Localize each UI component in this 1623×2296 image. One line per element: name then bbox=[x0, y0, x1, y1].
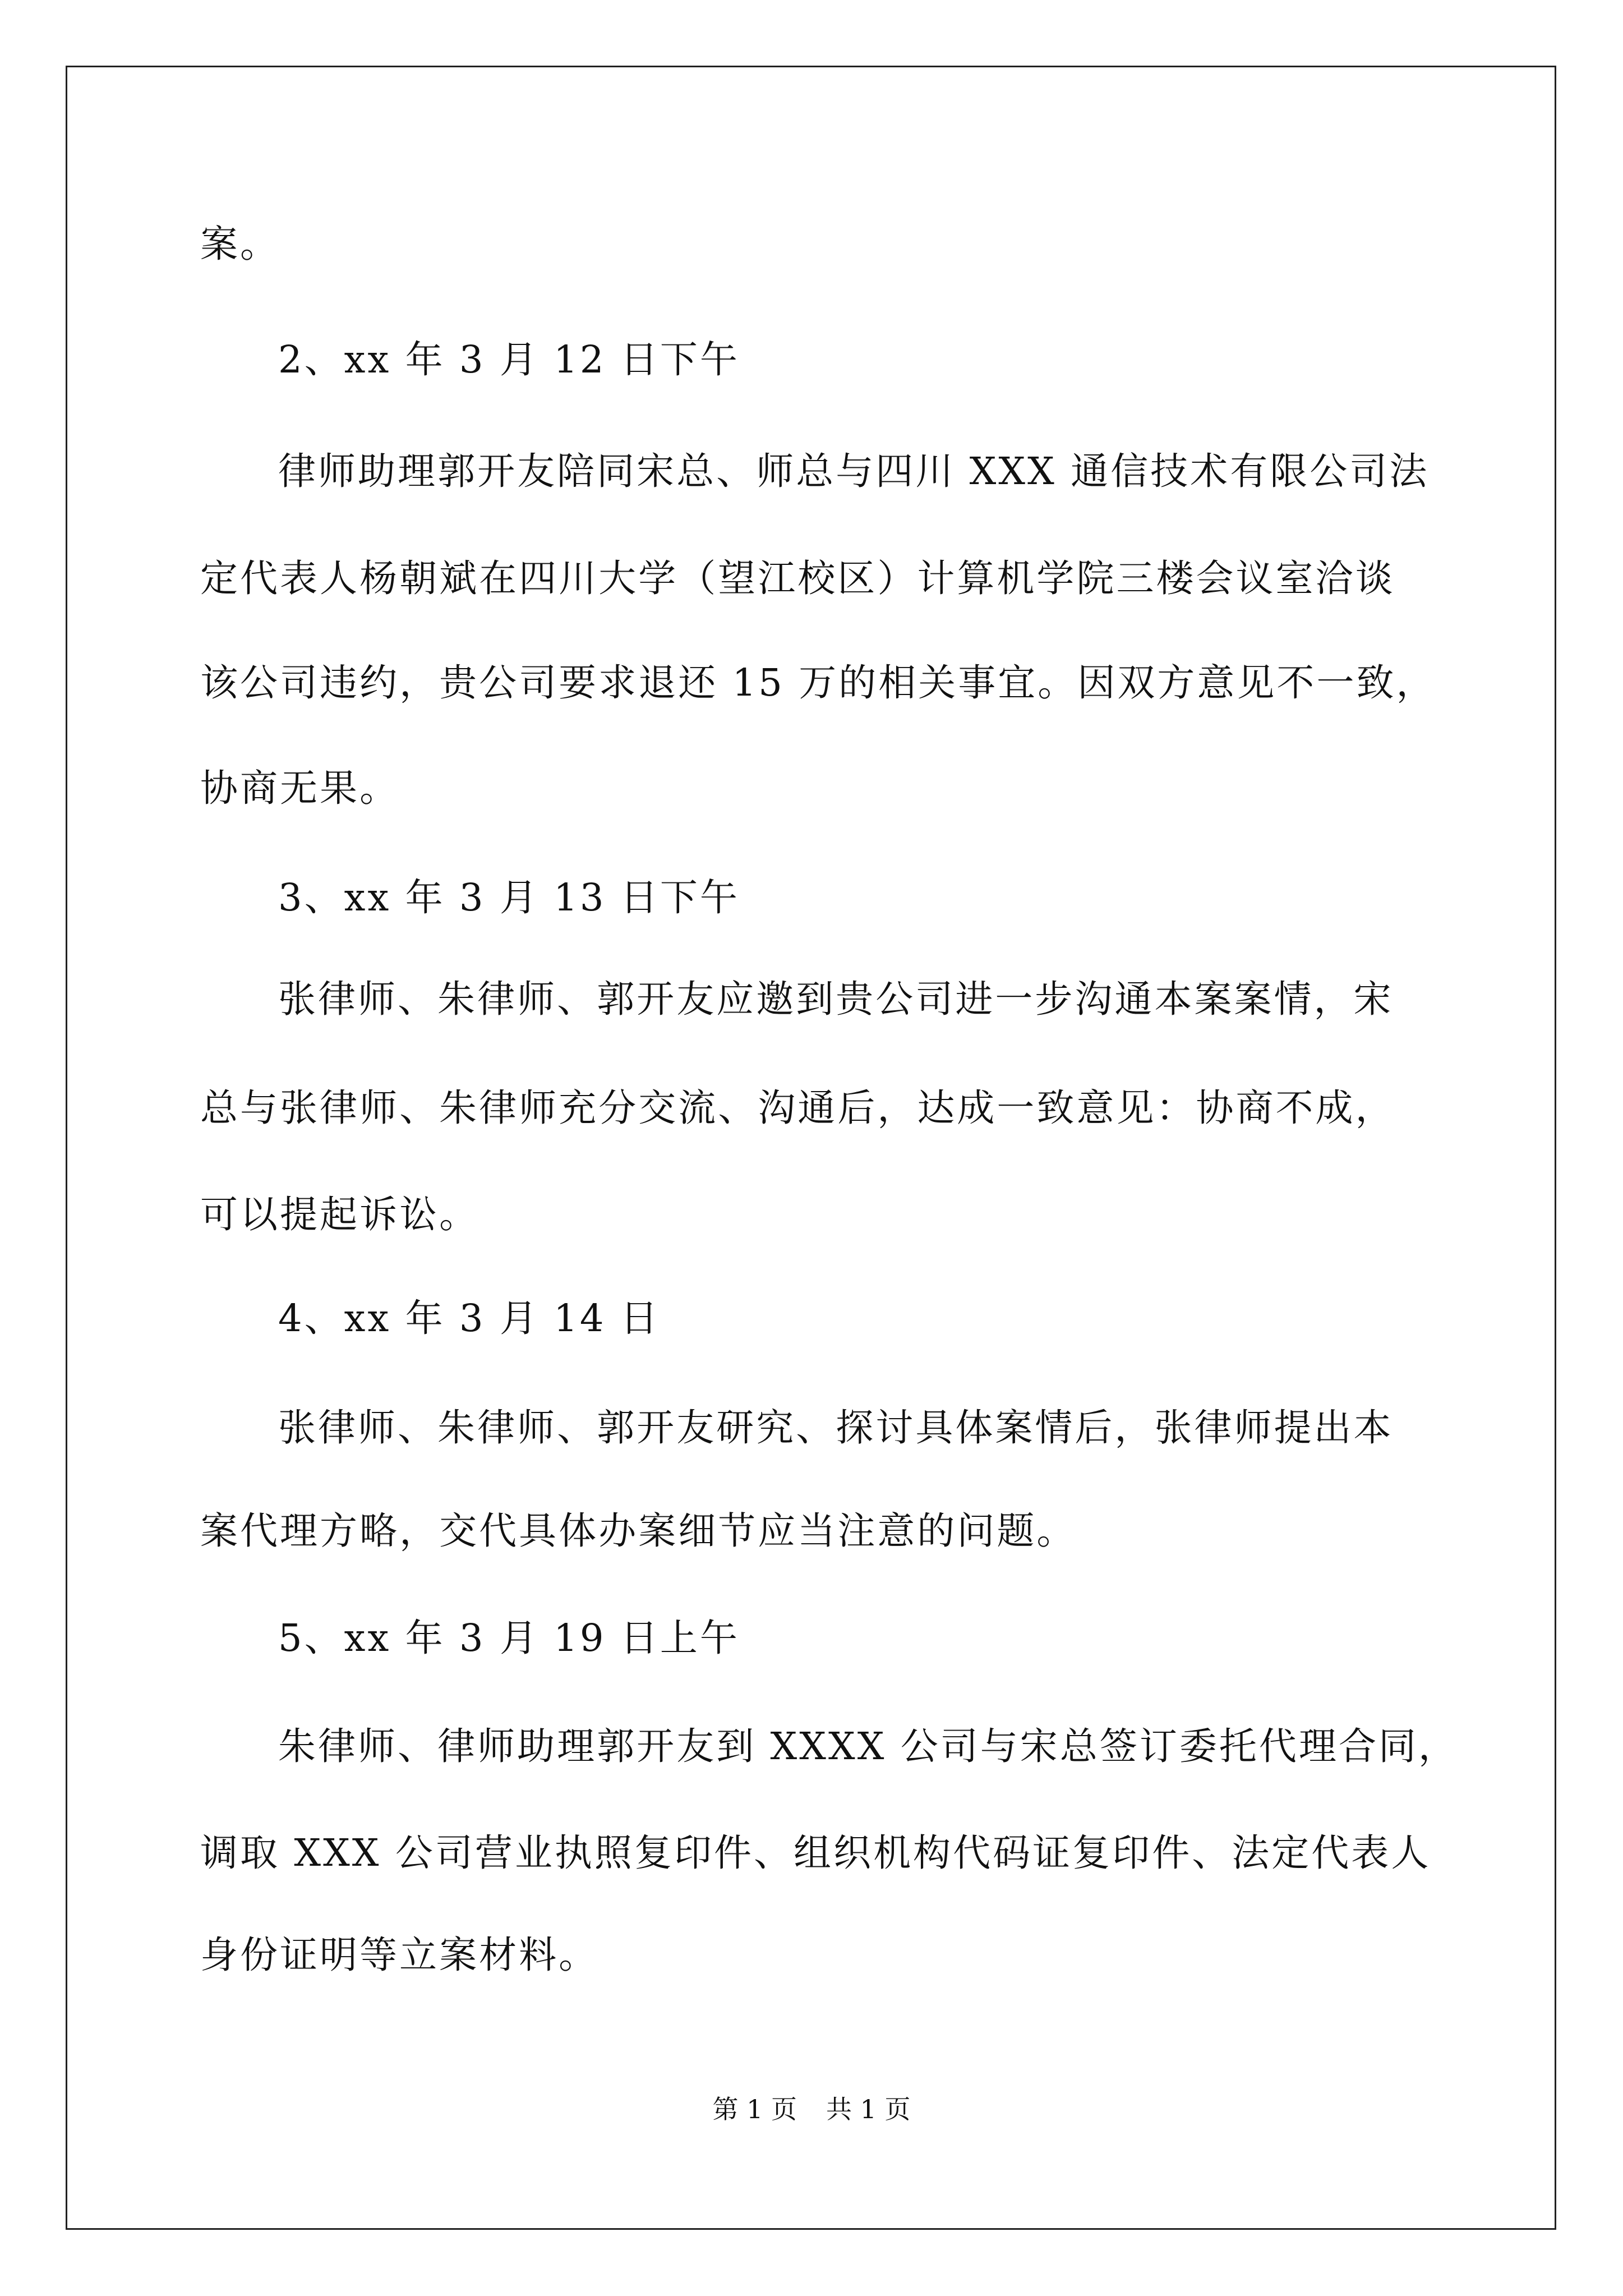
section-heading-4: 4、xx 年 3 月 14 日 bbox=[278, 1296, 660, 1340]
page-footer bbox=[0, 2093, 1623, 2125]
paragraph-line: 协商无果。 bbox=[200, 766, 400, 810]
paragraph-line: 案。 bbox=[200, 222, 280, 266]
paragraph-line: 案代理方略，交代具体办案细节应当注意的问题。 bbox=[200, 1509, 1077, 1553]
paragraph-line: 身份证明等立案材料。 bbox=[200, 1933, 599, 1977]
page-border bbox=[66, 66, 1556, 2230]
paragraph-line: 朱律师、律师助理郭开友到 XXXX 公司与宋总签订委托代理合同， bbox=[278, 1724, 1459, 1768]
paragraph-line: 张律师、朱律师、郭开友应邀到贵公司进一步沟通本案案情，宋 bbox=[278, 977, 1394, 1021]
paragraph-line: 定代表人杨朝斌在四川大学（望江校区）计算机学院三楼会议室洽谈 bbox=[200, 556, 1395, 600]
paragraph-line: 该公司违约，贵公司要求退还 15 万的相关事宜。因双方意见不一致， bbox=[200, 661, 1436, 705]
section-heading-5: 5、xx 年 3 月 19 日上午 bbox=[278, 1616, 740, 1660]
page-total: 共 1 页 bbox=[826, 2094, 911, 2124]
section-heading-2: 2、xx 年 3 月 12 日下午 bbox=[278, 338, 740, 381]
page-number: 第 1 页 bbox=[712, 2094, 797, 2124]
paragraph-line: 张律师、朱律师、郭开友研究、探讨具体案情后，张律师提出本 bbox=[278, 1406, 1394, 1450]
paragraph-line: 律师助理郭开友陪同宋总、师总与四川 XXX 通信技术有限公司法 bbox=[278, 449, 1430, 493]
paragraph-line: 总与张律师、朱律师充分交流、沟通后，达成一致意见：协商不成， bbox=[200, 1086, 1395, 1130]
paragraph-line: 调取 XXX 公司营业执照复印件、组织机构代码证复印件、法定代表人 bbox=[200, 1831, 1431, 1875]
paragraph-line: 可以提起诉讼。 bbox=[200, 1193, 479, 1236]
section-heading-3: 3、xx 年 3 月 13 日下午 bbox=[278, 876, 740, 919]
